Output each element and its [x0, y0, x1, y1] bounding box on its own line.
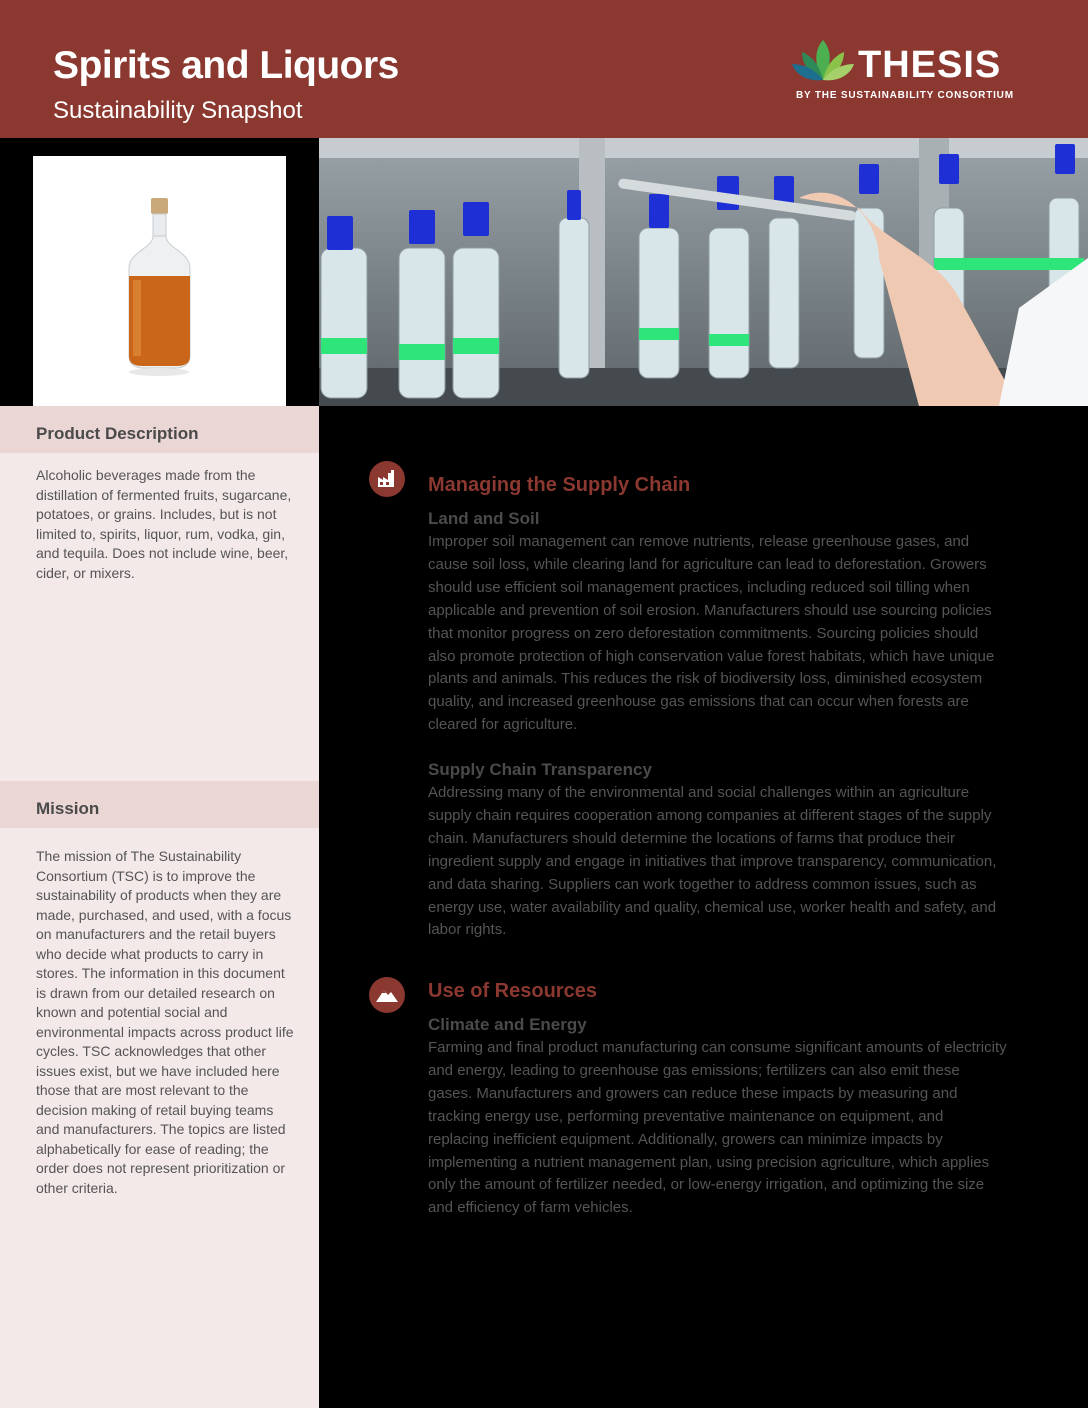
product-description-text: Alcoholic beverages made from the distillation of fermented fruits, sugarcane, potatoes, or grains. Includes, but is not limited to, spirits, liquor, rum, vodka, gin, and tequila. Does not include wine, beer, cider, or mixers. — [36, 467, 292, 581]
mission-header — [0, 781, 319, 828]
page-title: Spirits and Liquors — [53, 44, 399, 87]
subsection-title-transparency: Supply Chain Transparency — [428, 760, 652, 779]
mission-text: The mission of The Sustainability Consortium (TSC) is to improve the sustainability of products when they are made, purchased, and used, with a focus on manufacturers and the retail buyers who decide what products to carry in stores. The information in this document is drawn from our detailed research on known and potential social and environmental impacts across product life cycles. TSC acknowledges that other issues exist, but we have included here those that are most relevant to the decision making of retail buying teams and manufacturers. The topics are listed alphabetically for ease of reading; the order does not represent prioritization or other criteria. — [36, 848, 294, 1196]
logo-tagline: BY THE SUSTAINABILITY CONSORTIUM — [796, 90, 1014, 101]
product-description-header — [0, 406, 319, 453]
subsection-text-climate-energy: Farming and final product manufacturing can consume significant amounts of electricity and energy, leading to greenhouse gas emissions; fertilizers can also emit these gases. Manufacturers and growers can reduce these impacts by measuring and tracking energy use, performing preventative maintenance on equipment, and replacing inefficient equipment. Additionally, growers can minimize impacts by implementing a nutrient management plan, using precision agriculture, which applies only the amount of fertilizer needed, or low-energy irrigation, and optimizing the size and efficiency of farm vehicles. — [428, 1039, 1007, 1217]
bottling-line-photo — [319, 138, 1088, 406]
mountain-icon — [369, 977, 405, 1013]
bottling-scene-image — [319, 138, 1088, 406]
factory-icon — [369, 461, 405, 497]
sidebar — [0, 406, 319, 1408]
header-banner — [0, 0, 1088, 138]
page-subtitle: Sustainability Snapshot — [53, 97, 303, 124]
product-image — [33, 156, 286, 408]
mission-heading: Mission — [36, 799, 100, 818]
product-description-heading: Product Description — [36, 424, 199, 443]
lotus-icon — [792, 36, 854, 86]
subsection-text-land-soil: Improper soil management can remove nutrients, release greenhouse gases, and cause soil loss, while clearing land for agriculture can lead to deforestation. Growers should use efficient soil management practices, including reduced soil tilling when applicable and prevention of soil erosion. Manufacturers should use sourcing policies that monitor progress on zero deforestation commitments. Sourcing policies should also promote protection of high conservation value forest habitats, which have unique plants and animals. This reduces the risk of biodiversity loss, diminished ecosystem quality, and increased greenhouse gas emissions that can occur when forests are cleared for agriculture. — [428, 533, 995, 734]
thesis-logo — [792, 36, 1022, 106]
liquor-bottle-icon — [33, 156, 286, 408]
subsection-text-transparency: Addressing many of the environmental and social challenges within an agriculture supply chain requires cooperation among companies at different stages of the supply chain. Manufacturers should determine the locations of farms that produce their ingredient supply and engage in initiatives that improve transparency, communication, and data sharing. Suppliers can work together to address common issues, such as energy use, water availability and quality, chemical use, worker health and safety, and labor rights. — [428, 784, 997, 939]
section-title-supply-chain: Managing the Supply Chain — [428, 474, 691, 496]
subsection-title-climate-energy: Climate and Energy — [428, 1015, 587, 1034]
subsection-title-land-soil: Land and Soil — [428, 509, 540, 528]
logo-wordmark: THESIS — [858, 44, 1002, 86]
section-title-resources: Use of Resources — [428, 980, 597, 1002]
